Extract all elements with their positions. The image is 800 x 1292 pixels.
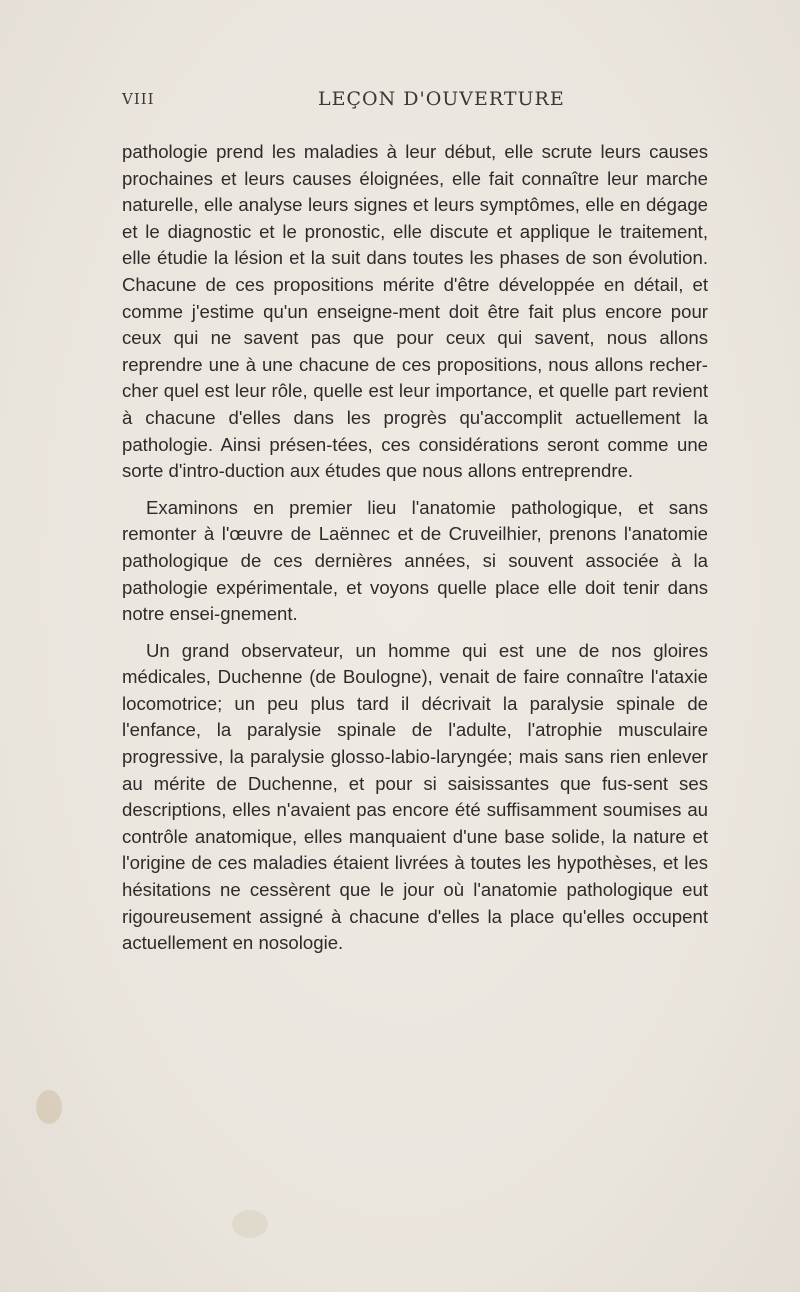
page-header — [122, 88, 722, 118]
running-head: LEÇON D'OUVERTURE — [318, 88, 565, 110]
paper-stain — [36, 1090, 62, 1124]
page-number: VIII — [122, 90, 155, 108]
paper-stain — [232, 1210, 268, 1238]
paragraph: Un grand observateur, un homme qui est une de nos gloires médicales, Duchenne (de Boulogne), venait de faire connaître l'ataxie locomotrice; un peu plus tard il décrivait la paralysie spinale de l'enfance, la paralysie spinale de l'adulte, l'atrophie musculaire progressive, la paralysie glosso-labio-laryngée; mais sans rien enlever au mérite de Duchenne, et pour si saisissantes que fus-sent ses descriptions, elles n'avaient pas encore été suffisamment soumises au contrôle anatomique, elles manquaient d'une base solide, la nature et l'origine de ces maladies étaient livrées à toutes les hypothèses, et les hésitations ne cessèrent que le jour où l'anatomie pathologique eut rigoureusement assigné à chacune d'elles la place qu'elles occupent actuellement en nosologie. — [122, 639, 708, 954]
body-text — [122, 139, 708, 957]
paragraph: Examinons en premier lieu l'anatomie pathologique, et sans remonter à l'œuvre de Laënnec et de Cruveilhier, prenons l'anatomie pathologique de ces dernières années, si souvent associée à la pathologie expérimentale, et voyons quelle place elle doit tenir dans notre ensei-gnement. — [122, 496, 708, 625]
paragraph: pathologie prend les maladies à leur début, elle scrute leurs causes prochaines et leurs causes éloignées, elle fait connaître leur marche naturelle, elle analyse leurs signes et leurs symptômes, elle en dégage et le diagnostic et le pronostic, elle discute et applique le traitement, elle étudie la lésion et la suit dans toutes les phases de son évolution. Chacune de ces propositions mérite d'être développée en détail, et comme j'estime qu'un enseigne-ment doit être fait plus encore pour ceux qui ne savent pas que pour ceux qui savent, nous allons reprendre une à une chacune de ces propositions, nous allons recher-cher quel est leur rôle, quelle est leur importance, et quelle part revient à chacune d'elles dans les progrès qu'accomplit actuellement la pathologie. Ainsi présen-tées, ces considérations seront comme une sorte d'intro-duction aux études que nous allons entreprendre. — [122, 141, 708, 482]
